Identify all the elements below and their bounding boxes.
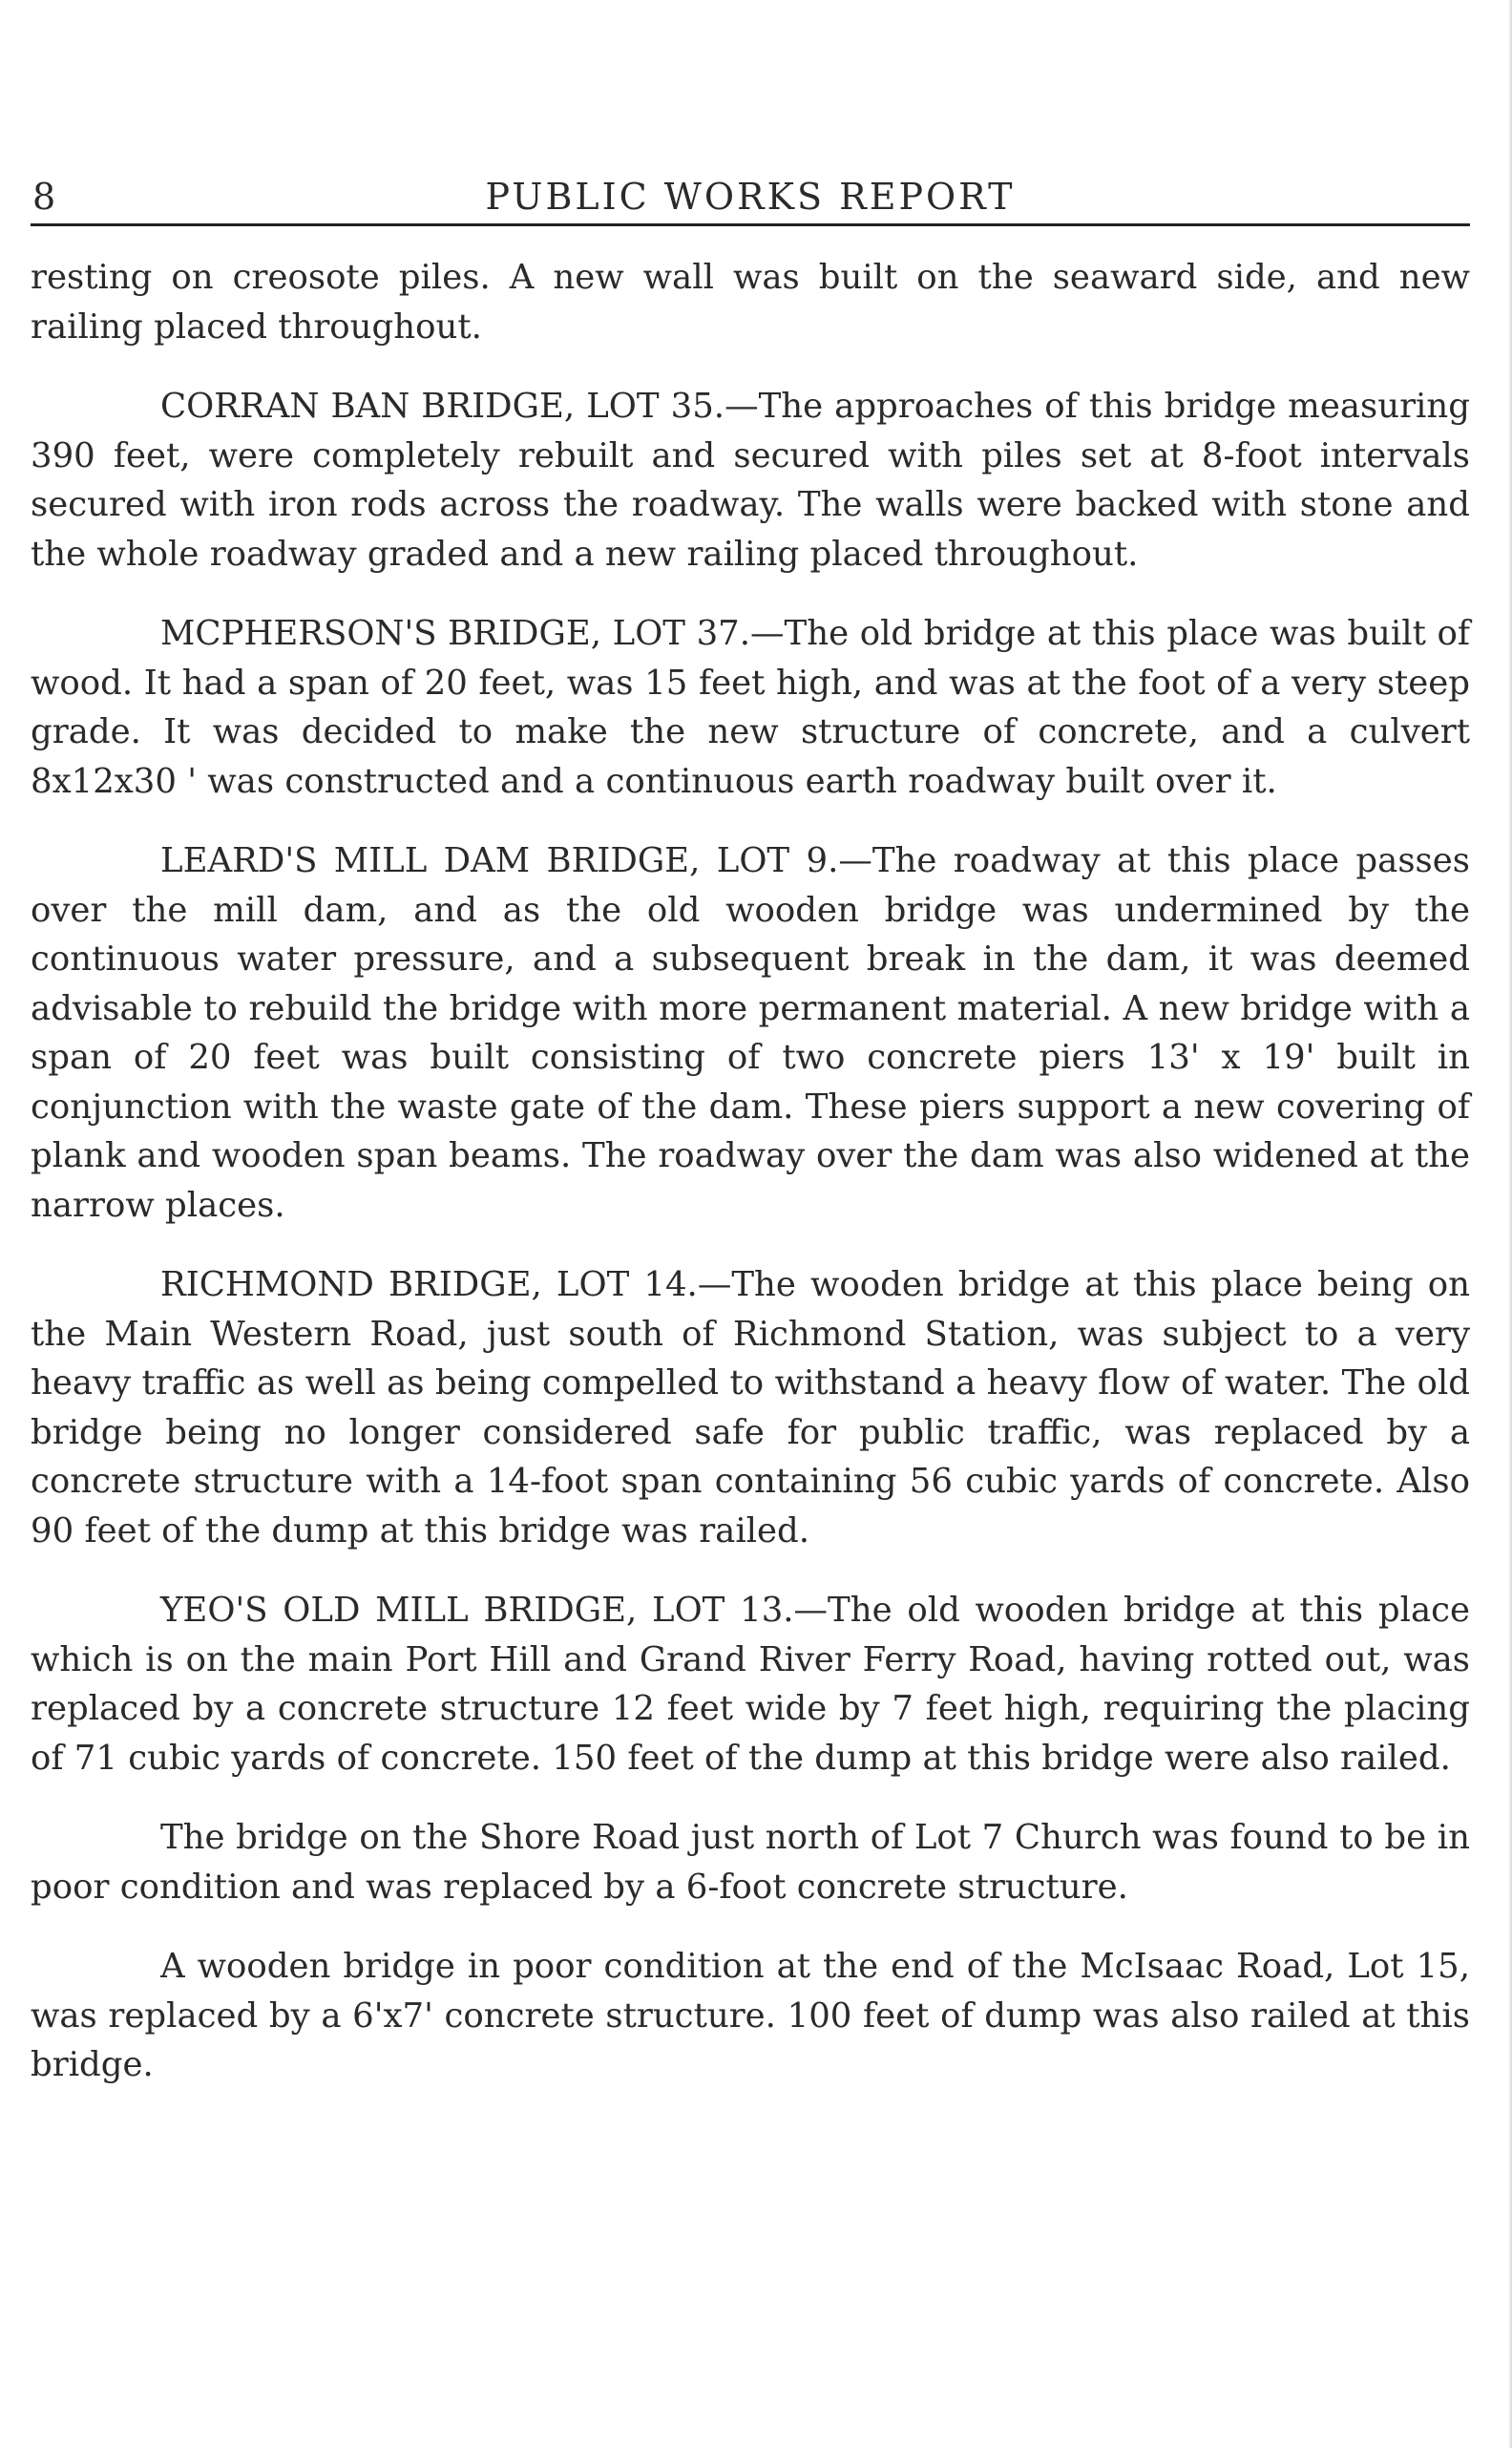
document-page (31, 162, 1470, 2090)
page-edge-shadow (1508, 0, 1512, 2448)
document-body (31, 253, 1470, 2090)
paragraph-continued: resting on creosote piles. A new wall was built on the seaward side, and new railing placed throughout. (31, 258, 1470, 347)
paragraph-mcisaac-road-bridge: A wooden bridge in poor condition at the end of the McIsaac Road, Lot 15, was replaced by a 6'x7' concrete structure. 100 feet of dump was also railed at this bridge. (31, 1947, 1470, 2084)
page-number: 8 (32, 176, 57, 218)
paragraph-richmond-bridge: RICHMOND BRIDGE, LOT 14.—The wooden bridge at this place being on the Main Western Road, just south of Richmond Station, was subject to a very heavy traffic as well as being compelled to withstand a heavy flow of water. The old bridge being no longer considered safe for public traffic, was replaced by a concrete structure with a 14-foot span containing 56 cubic yards of concrete. Also 90 feet of the dump at this bridge was railed. (31, 1265, 1470, 1551)
paragraph-leards-mill-dam-bridge: LEARD'S MILL DAM BRIDGE, LOT 9.—The roadway at this place passes over the mill dam, and as the old wooden bridge was undermined by the continuous water pressure, and a subsequent break in the dam, it was deemed advisable to rebuild the bridge with more permanent material. A new bridge with a span of 20 feet was built consisting of two concrete piers 13' x 19' built in conjunction with the waste gate of the dam. These piers support a new covering of plank and wooden span beams. The roadway over the dam was also widened at the narrow places. (31, 841, 1470, 1225)
paragraph-corran-ban-bridge: CORRAN BAN BRIDGE, LOT 35.—The approaches of this bridge measuring 390 feet, were completely rebuilt and secured with piles set at 8-foot intervals secured with iron rods across the roadway. The walls were backed with stone and the whole roadway graded and a new railing placed throughout. (31, 387, 1470, 574)
paragraph-shore-road-bridge: The bridge on the Shore Road just north of Lot 7 Church was found to be in poor condition and was replaced by a 6-foot concrete structure. (31, 1818, 1470, 1907)
paragraph-yeos-old-mill-bridge: YEO'S OLD MILL BRIDGE, LOT 13.—The old wooden bridge at this place which is on the main Port Hill and Grand River Ferry Road, having rotted out, was replaced by a concrete structure 12 feet wide by 7 feet high, requiring the placing of 71 cubic yards of concrete. 150 feet of the dump at this bridge were also railed. (31, 1591, 1470, 1778)
page-header (31, 162, 1470, 226)
running-title: PUBLIC WORKS REPORT (485, 176, 1016, 218)
paragraph-mcpherson-bridge: MCPHERSON'S BRIDGE, LOT 37.—The old bridge at this place was built of wood. It had a span of 20 feet, was 15 feet high, and was at the foot of a very steep grade. It was decided to make the new structure of concrete, and a culvert 8x12x30 ' was constructed and a continuous earth roadway built over it. (31, 614, 1470, 801)
